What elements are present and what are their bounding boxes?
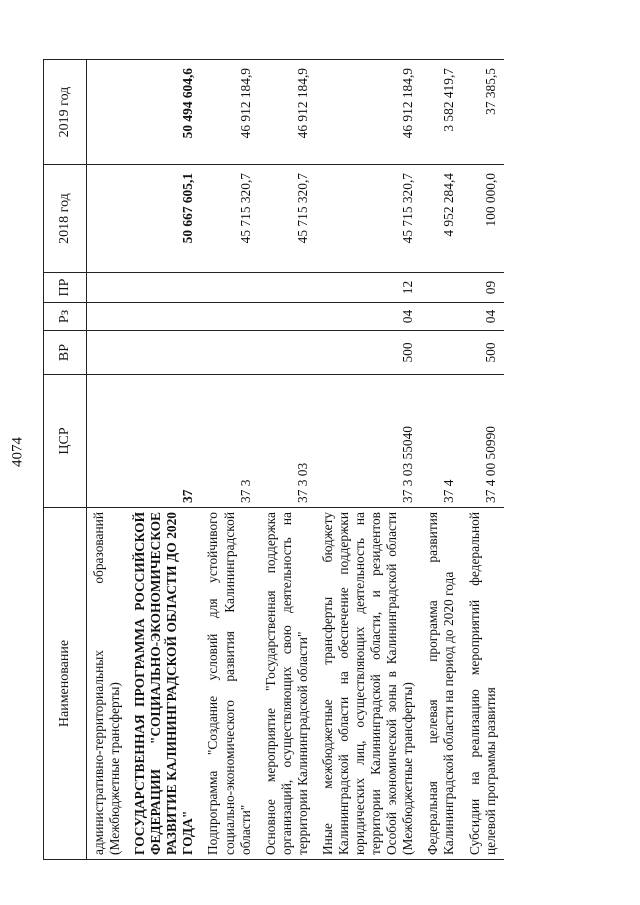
row-rz — [259, 303, 316, 331]
table-row — [259, 60, 316, 860]
row-2019: 46 912 184,9 — [259, 60, 316, 165]
row-rz: 04 — [316, 303, 421, 331]
row-pr — [128, 273, 201, 303]
table-row — [201, 60, 258, 860]
row-name: административно-территориальных образований (Межбюджетные трансферты) — [87, 508, 129, 860]
row-2018 — [87, 165, 129, 273]
row-rz: 04 — [463, 303, 504, 331]
table-row — [316, 60, 421, 860]
header-2019: 2019 год — [44, 60, 87, 165]
row-name: Субсидии на реализацию мероприятий федеральной целевой программы развития — [463, 508, 504, 860]
row-2018: 45 715 320,7 — [201, 165, 258, 273]
header-csr: ЦСР — [44, 375, 87, 508]
row-2019: 50 494 604,6 — [128, 60, 201, 165]
row-rz — [87, 303, 129, 331]
row-2018: 50 667 605,1 — [128, 165, 201, 273]
row-2019: 46 912 184,9 — [316, 60, 421, 165]
budget-table — [43, 59, 504, 860]
header-2018: 2018 год — [44, 165, 87, 273]
row-2019: 3 582 419,7 — [421, 60, 462, 165]
row-rz — [128, 303, 201, 331]
row-name: Основное мероприятие "Государственная поддержка организаций, осуществляющих свою деятельность на территории Калининградской области" — [259, 508, 316, 860]
row-vr — [128, 331, 201, 375]
row-csr: 37 3 03 — [259, 375, 316, 508]
row-vr — [421, 331, 462, 375]
page-number-strip — [0, 0, 36, 905]
row-pr: 09 — [463, 273, 504, 303]
row-pr — [421, 273, 462, 303]
row-vr — [201, 331, 258, 375]
budget-table-rotated — [43, 60, 598, 860]
row-rz — [201, 303, 258, 331]
row-name: Федеральная целевая программа развития Калининградской области на период до 2020 года — [421, 508, 462, 860]
row-2018: 45 715 320,7 — [316, 165, 421, 273]
row-pr: 12 — [316, 273, 421, 303]
row-2019: 37 385,5 — [463, 60, 504, 165]
header-vr: ВР — [44, 331, 87, 375]
row-rz — [421, 303, 462, 331]
row-pr — [201, 273, 258, 303]
table-header-row — [44, 60, 87, 860]
row-2019 — [87, 60, 129, 165]
row-2018: 100 000,0 — [463, 165, 504, 273]
row-csr: 37 4 — [421, 375, 462, 508]
row-pr — [259, 273, 316, 303]
row-name: Иные межбюджетные трансферты бюджету Калининградской области на обеспечение поддержки юридических лиц, осуществляющих деятельность на территории Калининградской области, и резидентов Особой экономической зоны в Калининградской области (Межбюджетные трансферты) — [316, 508, 421, 860]
page-number: 4074 — [9, 437, 26, 467]
header-name: Наименование — [44, 508, 87, 860]
table-row — [128, 60, 201, 860]
row-vr: 500 — [463, 331, 504, 375]
row-csr: 37 4 00 50990 — [463, 375, 504, 508]
table-row — [87, 60, 129, 860]
row-vr — [87, 331, 129, 375]
row-name: ГОСУДАРСТВЕННАЯ ПРОГРАММА РОССИЙСКОЙ ФЕДЕРАЦИИ "СОЦИАЛЬНО-ЭКОНОМИЧЕСКОЕ РАЗВИТИЕ КАЛИНИНГРАДСКОЙ ОБЛАСТИ ДО 2020 ГОДА" — [128, 508, 201, 860]
row-2018: 45 715 320,7 — [259, 165, 316, 273]
table-row — [421, 60, 462, 860]
header-rz: Рз — [44, 303, 87, 331]
row-vr — [259, 331, 316, 375]
row-2018: 4 952 284,4 — [421, 165, 462, 273]
row-csr — [87, 375, 129, 508]
table-row — [463, 60, 504, 860]
row-pr — [87, 273, 129, 303]
row-csr: 37 3 — [201, 375, 258, 508]
row-2019: 46 912 184,9 — [201, 60, 258, 165]
row-name: Подпрограмма "Создание условий для устойчивого социально-экономического развития Калининградской области" — [201, 508, 258, 860]
row-csr: 37 — [128, 375, 201, 508]
row-vr: 500 — [316, 331, 421, 375]
row-csr: 37 3 03 55040 — [316, 375, 421, 508]
header-pr: ПР — [44, 273, 87, 303]
